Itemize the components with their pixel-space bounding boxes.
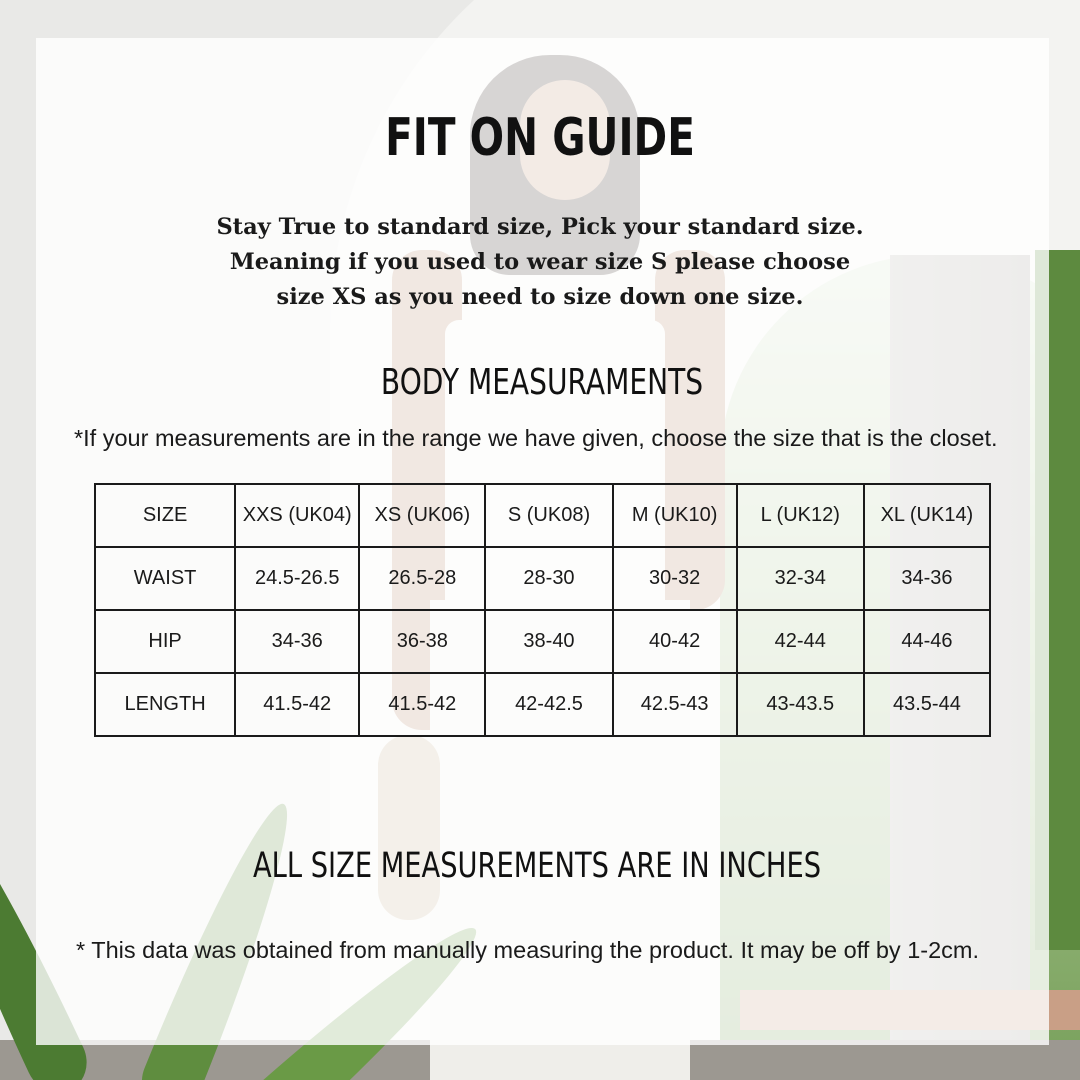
table-row-label: WAIST [95, 547, 235, 610]
footnote: * This data was obtained from manually measuring the product. It may be off by 1-2cm. [76, 937, 980, 963]
table-cell: 26.5-28 [359, 547, 485, 610]
table-row-label: LENGTH [95, 673, 235, 736]
table-row-label: HIP [95, 610, 235, 673]
units-heading: ALL SIZE MEASUREMENTS ARE IN INCHES [252, 846, 822, 886]
table-cell: 40-42 [613, 610, 737, 673]
table-header-cell: S (UK08) [485, 484, 612, 547]
table-cell: 36-38 [359, 610, 485, 673]
table-header-cell: XL (UK14) [864, 484, 990, 547]
table-cell: 43.5-44 [864, 673, 990, 736]
table-cell: 41.5-42 [235, 673, 359, 736]
intro-line: size XS as you need to size down one size. [276, 284, 804, 310]
table-cell: 42.5-43 [613, 673, 737, 736]
intro-text [0, 210, 1080, 315]
table-cell: 42-44 [737, 610, 864, 673]
table-header-cell: M (UK10) [613, 484, 737, 547]
size-table [94, 483, 991, 737]
intro-line: Meaning if you used to wear size S please choose [229, 249, 851, 275]
table-header-row [95, 484, 990, 547]
table-cell: 34-36 [235, 610, 359, 673]
table-cell: 30-32 [613, 547, 737, 610]
table-cell: 43-43.5 [737, 673, 864, 736]
table-cell: 44-46 [864, 610, 990, 673]
intro-line: Stay True to standard size, Pick your standard size. [216, 214, 864, 240]
table-cell: 42-42.5 [485, 673, 612, 736]
table-cell: 24.5-26.5 [235, 547, 359, 610]
range-note: *If your measurements are in the range we have given, choose the size that is the closet. [74, 425, 998, 451]
section-title: BODY MEASURAMENTS [380, 362, 704, 403]
table-header-cell: XS (UK06) [359, 484, 485, 547]
table-cell: 41.5-42 [359, 673, 485, 736]
table-cell: 34-36 [864, 547, 990, 610]
table-header-cell: L (UK12) [737, 484, 864, 547]
table-header-cell: SIZE [95, 484, 235, 547]
table-row [95, 547, 990, 610]
table-row [95, 673, 990, 736]
table-cell: 38-40 [485, 610, 612, 673]
table-cell: 28-30 [485, 547, 612, 610]
table-cell: 32-34 [737, 547, 864, 610]
table-header-cell: XXS (UK04) [235, 484, 359, 547]
page-title: FIT ON GUIDE [385, 108, 695, 168]
table-row [95, 610, 990, 673]
